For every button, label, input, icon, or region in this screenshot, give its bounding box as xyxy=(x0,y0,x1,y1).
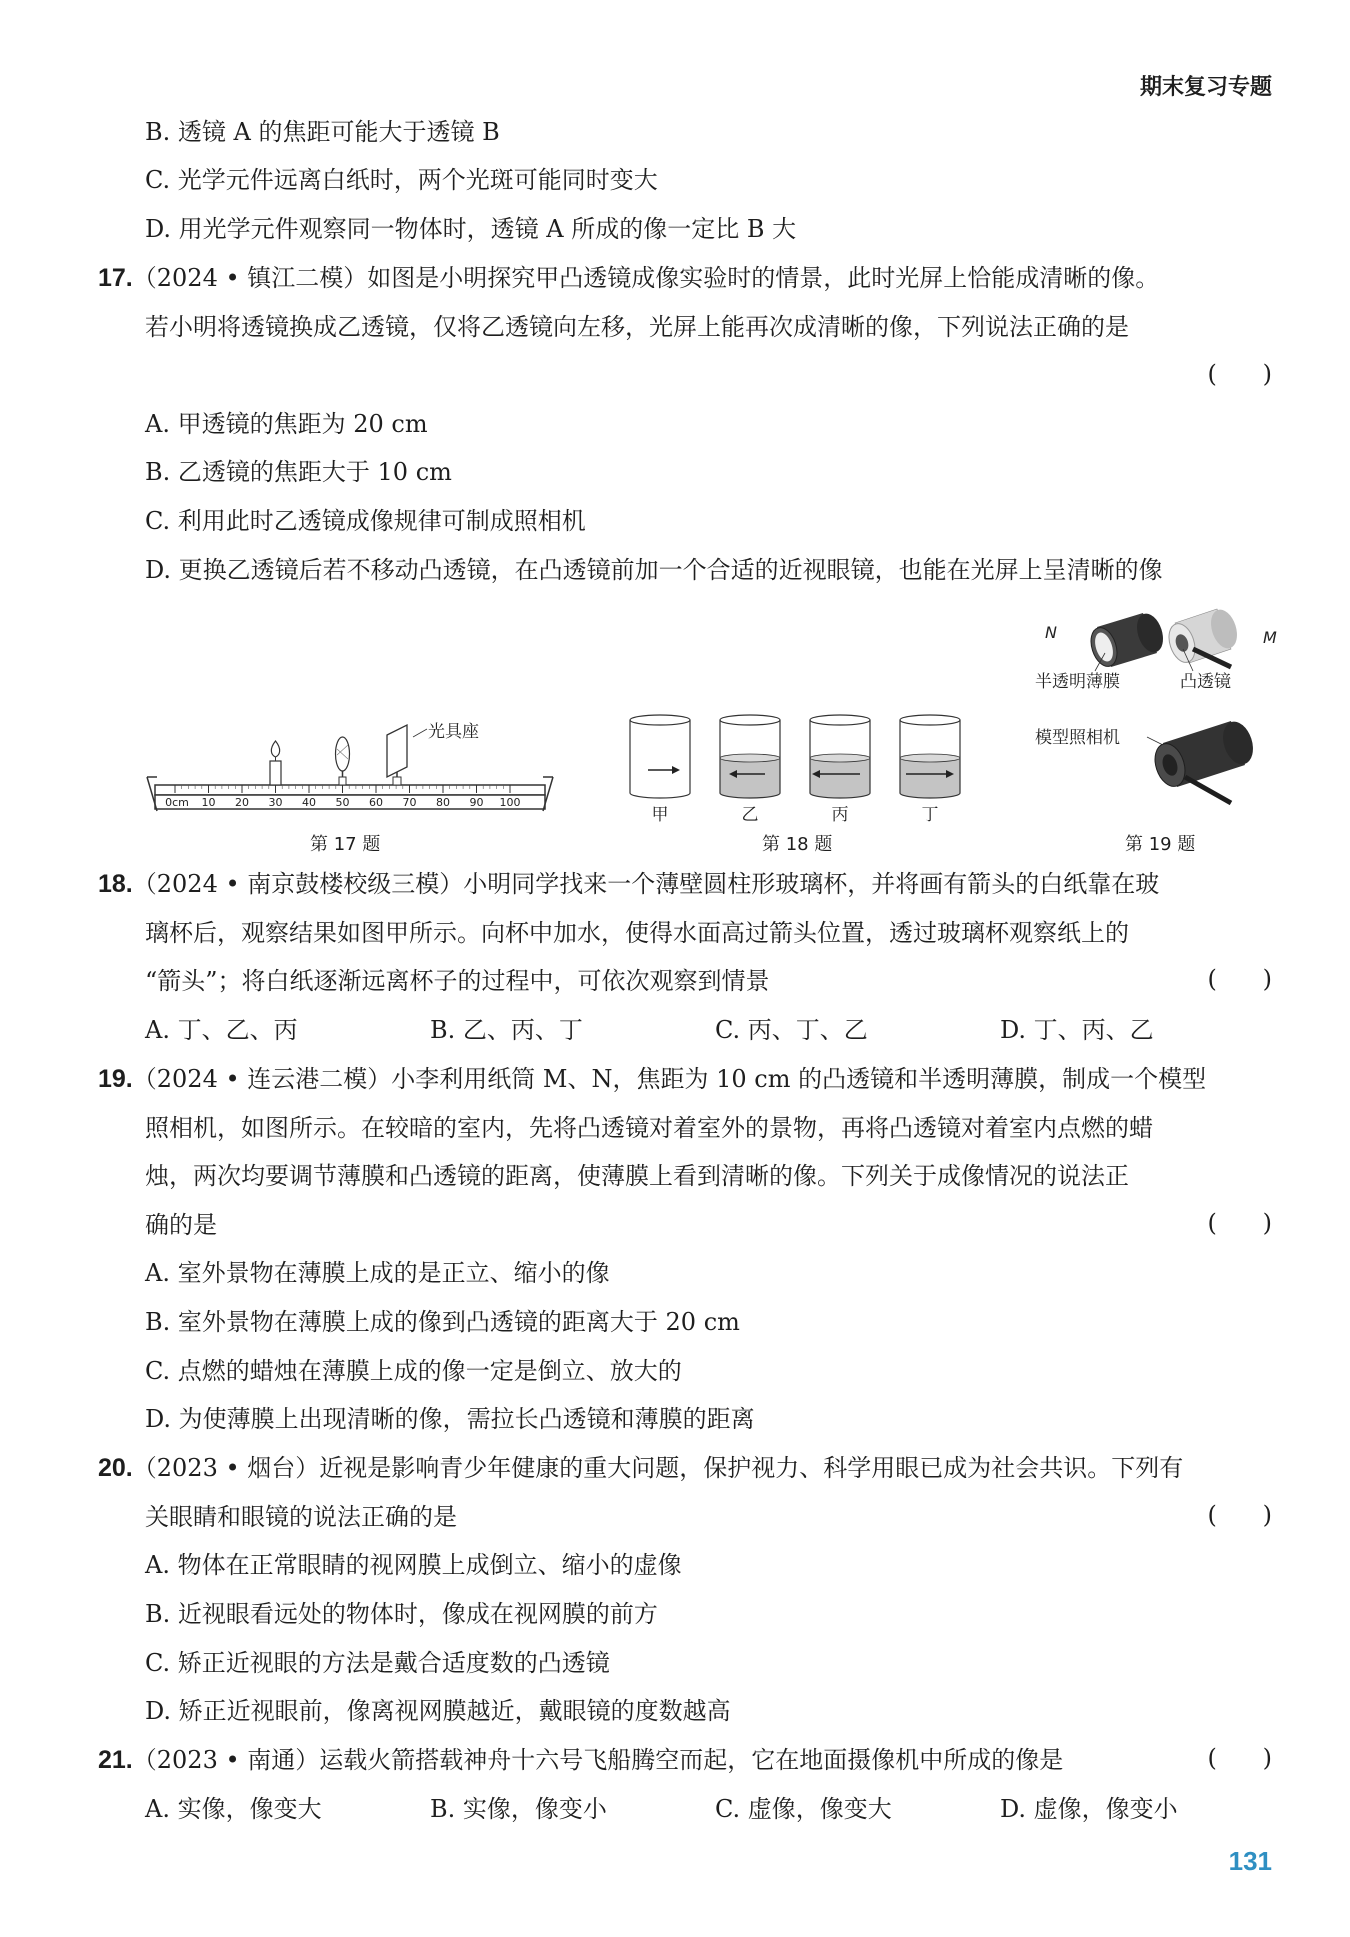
cup-label-ding: 丁 xyxy=(921,805,939,825)
q18-options xyxy=(145,1014,1285,1046)
q19-answer-paren: ( ) xyxy=(1207,1209,1272,1237)
q18-option-a: A. 丁、乙、丙 xyxy=(145,1016,298,1044)
q17-option-c: C. 利用此时乙透镜成像规律可制成照相机 xyxy=(145,507,586,535)
q20-stem-line2: 关眼睛和眼镜的说法正确的是 xyxy=(145,1503,457,1531)
q21-option-c: C. 虚像，像变大 xyxy=(715,1795,892,1823)
cup-ding xyxy=(900,715,960,798)
convex-lens-label: 凸透镜 xyxy=(1180,672,1231,692)
q21-option-b: B. 实像，像变小 xyxy=(430,1795,607,1823)
q17-text1: （2024 • 镇江二模）如图是小明探究甲凸透镜成像实验时的情景，此时光屏上恰能成清晰的像。 xyxy=(132,264,1160,292)
tube-m-label: M xyxy=(1263,628,1277,647)
q20-text1: （2023 • 烟台）近视是影响青少年健康的重大问题，保护视力、科学用眼已成为社会共识。下列有 xyxy=(132,1454,1184,1482)
scale-40: 40 xyxy=(302,796,316,809)
optical-bench-label: 光具座 xyxy=(428,722,479,742)
paper-tube-m-icon xyxy=(1164,606,1241,667)
q18-stem-line1 xyxy=(98,868,1159,900)
cup-label-jia: 甲 xyxy=(651,805,669,825)
q21-answer-paren: ( ) xyxy=(1207,1744,1272,1772)
scale-90: 90 xyxy=(469,796,484,809)
figure-17-caption: 第 17 题 xyxy=(310,834,381,855)
tube-n-label: N xyxy=(1045,623,1057,642)
q21-option-a: A. 实像，像变大 xyxy=(145,1795,322,1823)
model-camera-label: 模型照相机 xyxy=(1035,728,1120,748)
q19-stem-line2: 照相机，如图所示。在较暗的室内，先将凸透镜对着室外的景物，再将凸透镜对着室内点燃的蜡 xyxy=(145,1114,1153,1142)
figure-19-model-camera xyxy=(1035,605,1285,830)
q19-text1: （2024 • 连云港二模）小李利用纸筒 M、N，焦距为 10 cm 的凸透镜和半透明薄膜，制成一个模型 xyxy=(132,1065,1207,1093)
q20-option-d: D. 矫正近视眼前，像离视网膜越近，戴眼镜的度数越高 xyxy=(145,1697,731,1725)
q18-stem-line2: 璃杯后，观察结果如图甲所示。向杯中加水，使得水面高过箭头位置，透过玻璃杯观察纸上的 xyxy=(145,919,1129,947)
figure-18-glass-cups xyxy=(620,708,990,828)
q18-answer-paren: ( ) xyxy=(1207,965,1272,993)
light-screen-icon xyxy=(387,725,407,785)
scale-0: 0cm xyxy=(165,796,189,809)
scale-30: 30 xyxy=(268,796,283,809)
q17-option-a: A. 甲透镜的焦距为 20 cm xyxy=(145,410,428,438)
q16-option-d: D. 用光学元件观察同一物体时，透镜 A 所成的像一定比 B 大 xyxy=(145,215,797,243)
cup-label-yi: 乙 xyxy=(741,805,759,825)
page-header: 期末复习专题 xyxy=(1139,75,1272,100)
scale-70: 70 xyxy=(402,796,417,809)
scale-100: 100 xyxy=(499,796,521,809)
q18-number: 18. xyxy=(98,870,133,898)
q18-option-c: C. 丙、丁、乙 xyxy=(715,1016,868,1044)
q20-option-c: C. 矫正近视眼的方法是戴合适度数的凸透镜 xyxy=(145,1649,610,1677)
q20-stem-line1 xyxy=(98,1452,1183,1484)
q21-options xyxy=(145,1793,1285,1825)
q19-option-a: A. 室外景物在薄膜上成的是正立、缩小的像 xyxy=(145,1259,610,1287)
candle-icon xyxy=(270,741,281,785)
q17-option-d: D. 更换乙透镜后若不移动凸透镜，在凸透镜前加一个合适的近视眼镜，也能在光屏上呈清晰的像 xyxy=(145,556,1163,584)
q19-number: 19. xyxy=(98,1065,133,1093)
figure-17-optical-bench xyxy=(145,715,555,830)
convex-lens-icon xyxy=(336,737,350,785)
q19-stem-line1 xyxy=(98,1063,1206,1095)
assembled-camera-icon xyxy=(1150,718,1258,803)
scale-20: 20 xyxy=(235,796,249,809)
paper-tube-n-icon xyxy=(1086,610,1167,669)
q20-number: 20. xyxy=(98,1454,133,1482)
q18-option-b: B. 乙、丙、丁 xyxy=(430,1016,583,1044)
q21-number: 21. xyxy=(98,1746,133,1774)
q19-stem-line3: 烛，两次均要调节薄膜和凸透镜的距离，使薄膜上看到清晰的像。下列关于成像情况的说法正 xyxy=(145,1162,1129,1190)
figure-18-caption: 第 18 题 xyxy=(762,834,833,855)
q17-stem-line1 xyxy=(98,262,1159,294)
q18-text1: （2024 • 南京鼓楼校级三模）小明同学找来一个薄壁圆柱形玻璃杯，并将画有箭头的白纸靠在玻 xyxy=(132,870,1160,898)
q20-option-a: A. 物体在正常眼睛的视网膜上成倒立、缩小的虚像 xyxy=(145,1551,682,1579)
cup-jia xyxy=(630,715,690,798)
scale-80: 80 xyxy=(436,796,450,809)
q19-stem-line4: 确的是 xyxy=(145,1211,217,1239)
scale-10: 10 xyxy=(201,796,216,809)
film-label: 半透明薄膜 xyxy=(1035,672,1120,692)
cup-bing xyxy=(810,715,870,798)
q18-stem-line3: “箭头”；将白纸逐渐远离杯子的过程中，可依次观察到情景 xyxy=(145,967,770,995)
cup-label-bing: 丙 xyxy=(831,805,849,825)
q16-option-c: C. 光学元件远离白纸时，两个光斑可能同时变大 xyxy=(145,166,658,194)
q21-option-d: D. 虚像，像变小 xyxy=(1000,1795,1178,1823)
q17-stem-line2: 若小明将透镜换成乙透镜，仅将乙透镜向左移，光屏上能再次成清晰的像，下列说法正确的是 xyxy=(145,313,1129,341)
q19-option-b: B. 室外景物在薄膜上成的像到凸透镜的距离大于 20 cm xyxy=(145,1308,740,1336)
page-number: 131 xyxy=(1228,1846,1272,1876)
bench-rail xyxy=(155,785,545,795)
q17-answer-paren: ( ) xyxy=(1207,360,1272,388)
q20-answer-paren: ( ) xyxy=(1207,1501,1272,1529)
figure-19-caption: 第 19 题 xyxy=(1125,834,1196,855)
q17-number: 17. xyxy=(98,264,133,292)
scale-60: 60 xyxy=(369,796,383,809)
q21-text1: （2023 • 南通）运载火箭搭载神舟十六号飞船腾空而起，它在地面摄像机中所成的像是 xyxy=(132,1746,1064,1774)
scale-50: 50 xyxy=(335,796,350,809)
q21-stem-line1 xyxy=(98,1744,1063,1776)
q20-option-b: B. 近视眼看远处的物体时，像成在视网膜的前方 xyxy=(145,1600,658,1628)
cup-yi xyxy=(720,715,780,798)
q17-option-b: B. 乙透镜的焦距大于 10 cm xyxy=(145,458,452,486)
q16-option-b: B. 透镜 A 的焦距可能大于透镜 B xyxy=(145,118,500,146)
q19-option-d: D. 为使薄膜上出现清晰的像，需拉长凸透镜和薄膜的距离 xyxy=(145,1405,755,1433)
q19-option-c: C. 点燃的蜡烛在薄膜上成的像一定是倒立、放大的 xyxy=(145,1357,682,1385)
q18-option-d: D. 丁、丙、乙 xyxy=(1000,1016,1154,1044)
